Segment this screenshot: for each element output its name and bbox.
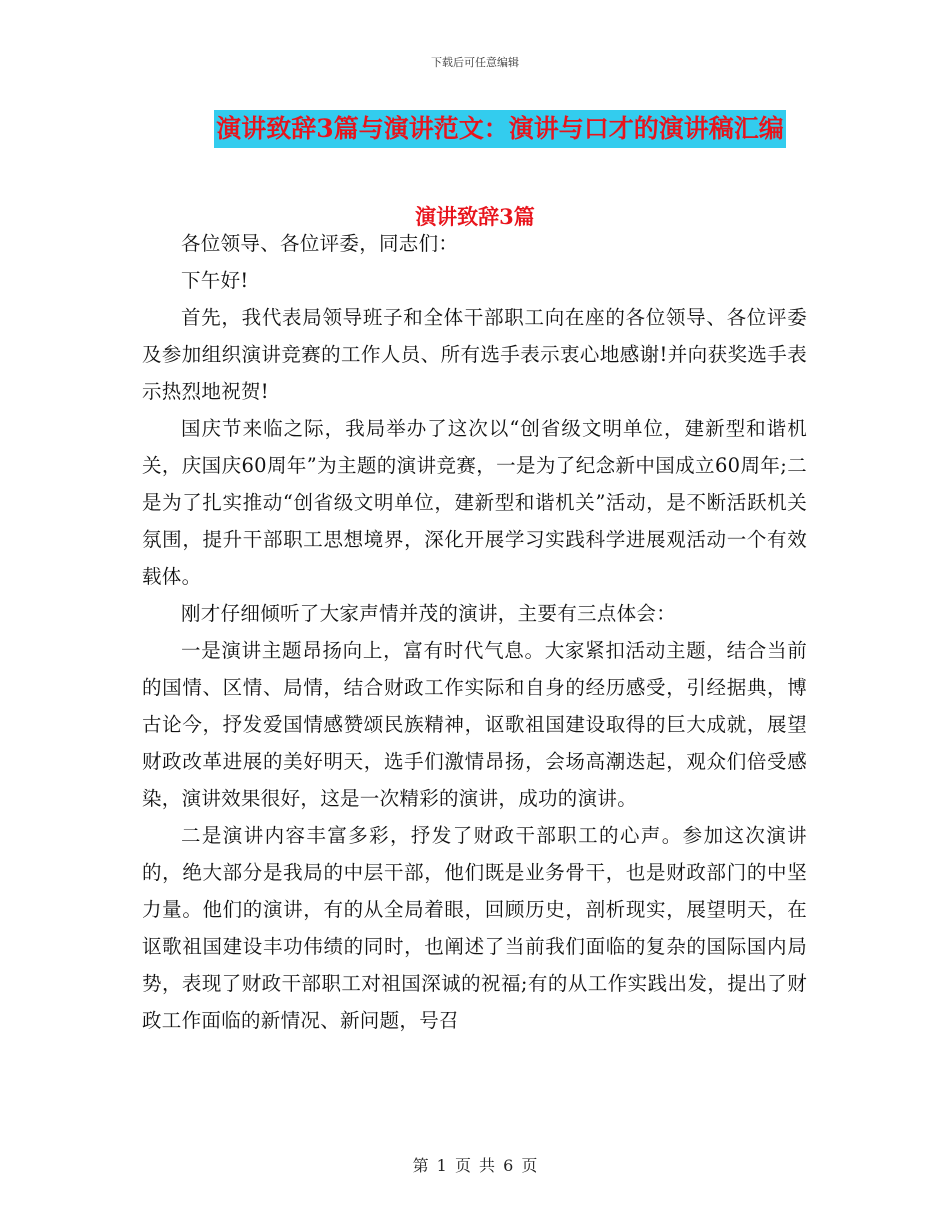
paragraph-point-two: 二是演讲内容丰富多彩，抒发了财政干部职工的心声。参加这次演讲的，绝大部分是我局的中层干部，他们既是业务骨干，也是财政部门的中坚力量。他们的演讲，有的从全局着眼，回顾历史，剖析现实，展望明天，在讴歌祖国建设丰功伟绩的同时，也阐述了当前我们面临的复杂的国际国内局势，表现了财政干部职工对祖国深诚的祝福;有的从工作实践出发，提出了财政工作面临的新情况、新问题，号召 [142,824,807,1032]
paragraph-impressions-intro: 刚才仔细倾听了大家声情并茂的演讲，主要有三点体会： [181,602,677,625]
main-title: 演讲致辞3篇与演讲范文：演讲与口才的演讲稿汇编 [214,110,785,148]
sub-title: 演讲致辞3篇 [415,204,535,229]
paragraph-thanks: 首先，我代表局领导班子和全体干部职工向在座的各位领导、各位评委及参加组织演讲竞赛的工作人员、所有选手表示衷心地感谢!并向获奖选手表示热烈地祝贺! [142,306,807,403]
body-text [142,225,807,1039]
paragraph-salutation: 各位领导、各位评委，同志们： [181,232,459,255]
header-note: 下载后可任意编辑 [431,56,519,69]
paragraph-event-purpose: 国庆节来临之际，我局举办了这次以“创省级文明单位，建新型和谐机关，庆国庆60周年”为主题的演讲竞赛，一是为了纪念新中国成立60周年;二是为了扎实推动“创省级文明单位，建新型和谐机关”活动，是不断活跃机关氛围，提升干部职工思想境界，深化开展学习实践科学进展观活动一个有效载体。 [142,417,807,588]
main-title-wrap [0,110,950,148]
paragraph-greeting: 下午好! [181,269,249,292]
paragraph-point-one: 一是演讲主题昂扬向上，富有时代气息。大家紧扣活动主题，结合当前的国情、区情、局情，结合财政工作实际和自身的经历感受，引经据典，博古论今，抒发爱国情感赞颂民族精神，讴歌祖国建设取得的巨大成就，展望财政改革进展的美好明天，选手们激情昂扬，会场高潮迭起，观众们倍受感染，演讲效果很好，这是一次精彩的演讲，成功的演讲。 [142,639,807,810]
page-footer: 第 1 页 共 6 页 [412,1156,538,1175]
